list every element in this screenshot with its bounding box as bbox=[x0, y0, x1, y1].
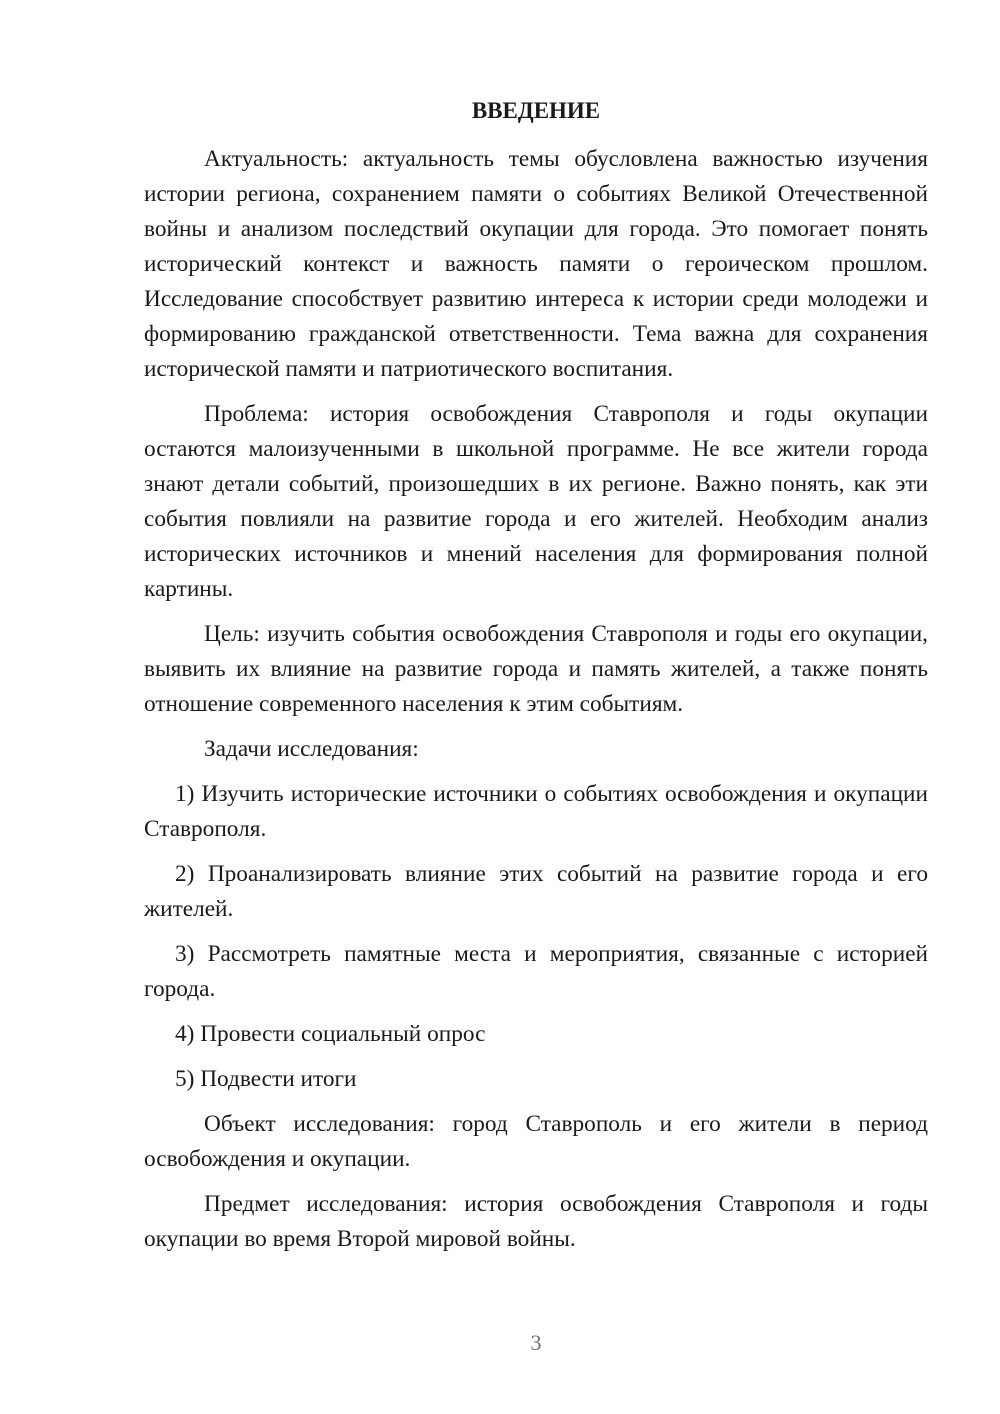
goal-paragraph: Цель: изучить события освобождения Ставрополя и годы его окупации, выявить их влияние на развитие города и память жителей, а также понять отношение современного населения к этим событиям. bbox=[144, 621, 928, 717]
page-content bbox=[144, 94, 928, 1267]
relevance-paragraph: Актуальность: актуальность темы обусловлена важностью изучения истории региона, сохранением памяти о событиях Великой Отечественной войны и анализом последствий окупации для города. Это помогает понять исторический контекст и важность памяти о героическом прошлом. Исследование способствует развитию интереса к истории среди молодежи и формированию гражданской ответственности. Тема важна для сохранения исторической памяти и патриотического воспитания. bbox=[144, 146, 928, 382]
task-item-1: 1) Изучить исторические источники о событиях освобождения и окупации Ставрополя. bbox=[144, 781, 928, 842]
page-number: 3 bbox=[530, 1330, 542, 1355]
subject-paragraph: Предмет исследования: история освобождения Ставрополя и годы окупации во время Второй мировой войны. bbox=[144, 1191, 928, 1252]
section-heading: ВВЕДЕНИЕ bbox=[471, 98, 601, 123]
task-item-4: 4) Провести социальный опрос bbox=[175, 1021, 486, 1047]
tasks-heading: Задачи исследования: bbox=[204, 736, 419, 762]
problem-paragraph: Проблема: история освобождения Ставрополя и годы окупации остаются малоизученными в школьной программе. Не все жители города знают детали событий, произошедших в их регионе. Важно понять, как эти события повлияли на развитие города и его жителей. Необходим анализ исторических источников и мнений населения для формирования полной картины. bbox=[144, 401, 928, 602]
task-item-5: 5) Подвести итоги bbox=[175, 1066, 357, 1092]
task-item-3: 3) Рассмотреть памятные места и мероприятия, связанные с историей города. bbox=[144, 941, 928, 1002]
task-item-2: 2) Проанализировать влияние этих событий на развитие города и его жителей. bbox=[144, 861, 928, 922]
object-paragraph: Объект исследования: город Ставрополь и его жители в период освобождения и окупации. bbox=[144, 1111, 928, 1172]
